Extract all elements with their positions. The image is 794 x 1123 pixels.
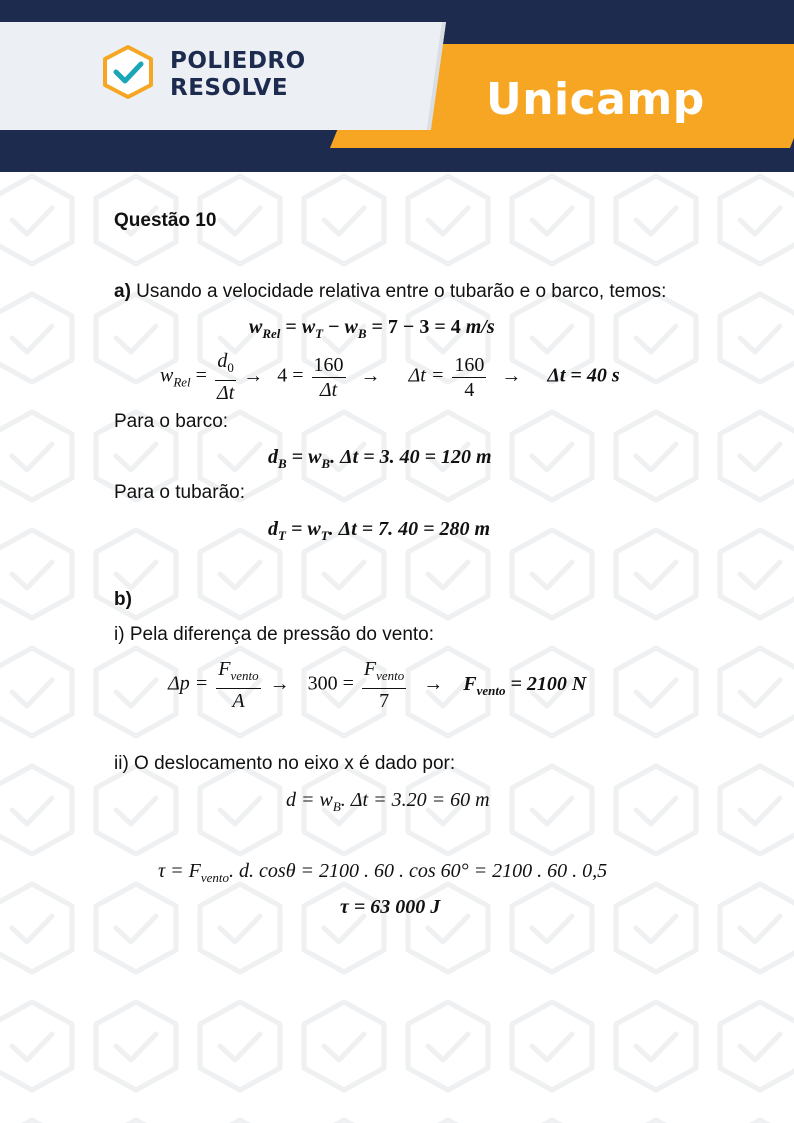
part-b-ii-label: ii) O deslocamento no eixo x é dado por: — [114, 753, 456, 774]
part-b-i-label: i) Pela diferença de pressão do vento: — [114, 624, 435, 645]
equation-work-result: τ = 63 000 J — [340, 896, 441, 918]
barco-label: Para o barco: — [114, 411, 229, 432]
question-title: Questão 10 — [114, 210, 217, 231]
equation-barco-distance: $d_B = w_B$. Δt = 3. 40 = 120 m — [268, 446, 492, 471]
equation-displacement: $d = w_B$. Δt = 3.20 = 60 m — [286, 789, 490, 814]
equation-tubarao-distance: $d_T = w_T$. Δt = 7. 40 = 280 m — [268, 518, 491, 543]
part-b-label: b) — [114, 589, 132, 610]
equation-wind-force: Δp = $\frac{F_{vento}}{A}$ → 300 = $\frac{F_{vento}}{7}$ → $F_{vento} = 2100$ N — [168, 658, 587, 712]
logo-line-2: RESOLVE — [170, 75, 289, 101]
equation-relative-velocity: $w_{Rel} = w_T - w_B = 7 - 3 = 4$ m/s — [249, 316, 495, 341]
tubarao-label: Para o tubarão: — [114, 482, 245, 503]
exam-brand-title: Unicamp — [486, 74, 705, 125]
logo-line-1: POLIEDRO — [170, 48, 306, 74]
equation-work: $\tau = F_{vento}$. d. cosθ = 2100 . 60 . cos 60° = 2100 . 60 . 0,5 — [158, 860, 608, 885]
part-a-label: a) — [114, 281, 131, 302]
part-a-intro-text: Usando a velocidade relativa entre o tubarão e o barco, temos: — [130, 281, 667, 302]
equation-time-interval: $w_{Rel}$ = $\frac{d_0}{\Delta t}$ → 4 = $\frac{160}{\Delta t}$ → Δt = $\frac{160}{4}$ → Δt = 40 s — [160, 350, 620, 404]
part-a-intro — [114, 281, 666, 303]
